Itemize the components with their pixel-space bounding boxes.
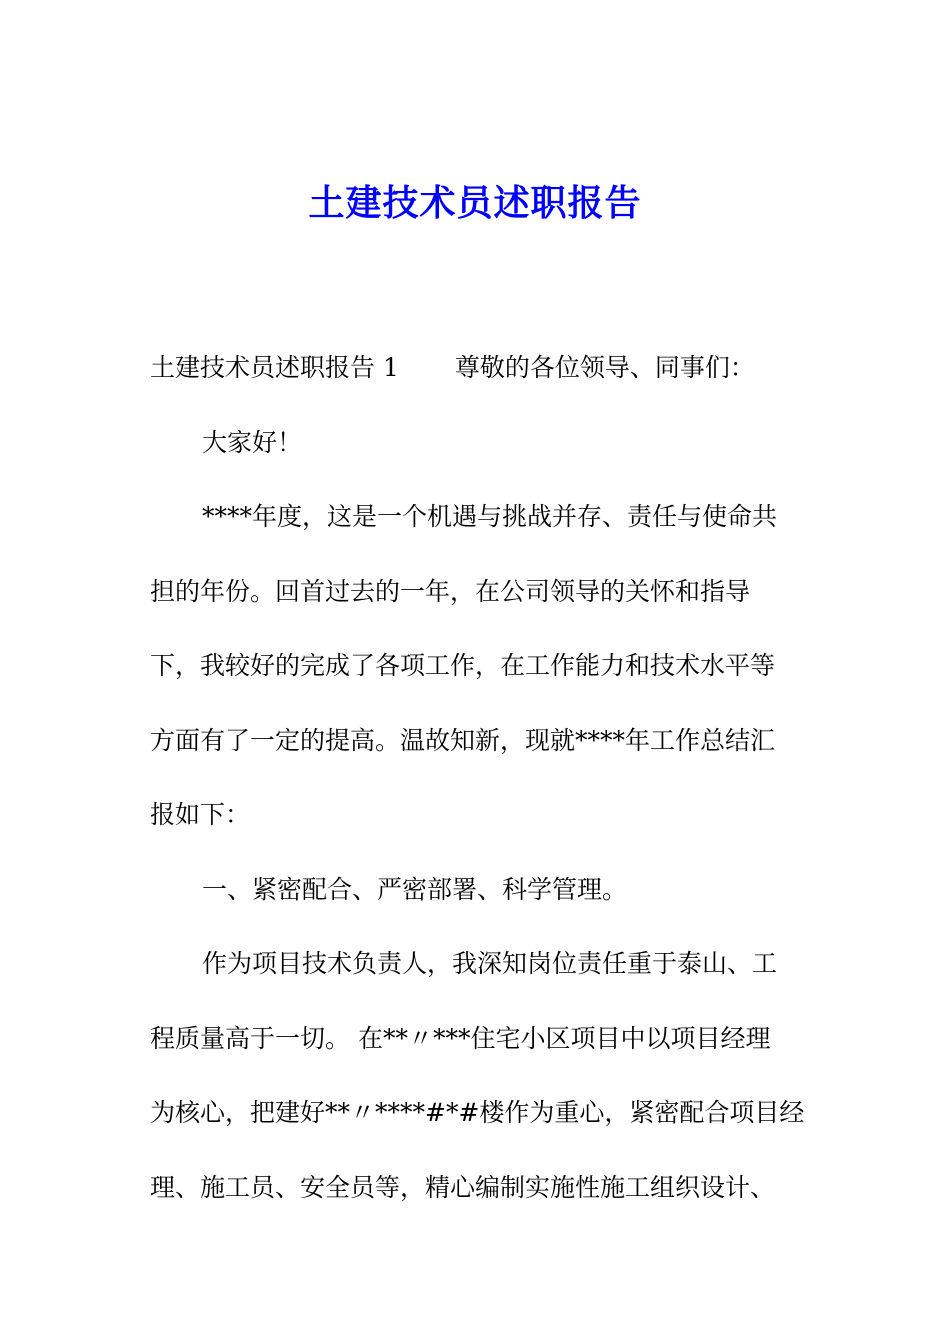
paragraph-line: 方面有了一定的提高。温故知新，现就****年工作总结汇 [150, 725, 776, 755]
paragraph-line: 大家好！ [202, 427, 303, 457]
paragraph-line: 下，我较好的完成了各项工作，在工作能力和技术水平等 [150, 651, 776, 680]
report-heading: 土建技术员述职报告 1 [150, 353, 399, 382]
paragraph-line: 作为项目技术负责人，我深知岗位责任重于泰山、工 [202, 949, 778, 978]
heading-line [150, 331, 810, 406]
section-heading: 一、紧密配合、严密部署、科学管理。 [202, 874, 628, 904]
paragraph-line: 理、施工员、安全员等，精心编制实施性施工组织设计、 [150, 1172, 776, 1202]
greeting-text: 尊敬的各位领导、同事们： [454, 353, 755, 382]
paragraph-line: 为核心，把建好**〃****#*#楼作为重心，紧密配合项目经 [150, 1098, 805, 1127]
document-title: 土建技术员述职报告 [308, 182, 642, 224]
paragraph-line: ****年度，这是一个机遇与挑战并存、责任与使命共 [202, 502, 778, 531]
paragraph-line: 担的年份。回首过去的一年，在公司领导的关怀和指导 [150, 576, 751, 606]
paragraph-line: 报如下： [150, 800, 251, 829]
document-body [150, 331, 810, 1225]
paragraph-line: 程质量高于一切。 在**〃***住宅小区项目中以项目经理 [150, 1023, 771, 1053]
